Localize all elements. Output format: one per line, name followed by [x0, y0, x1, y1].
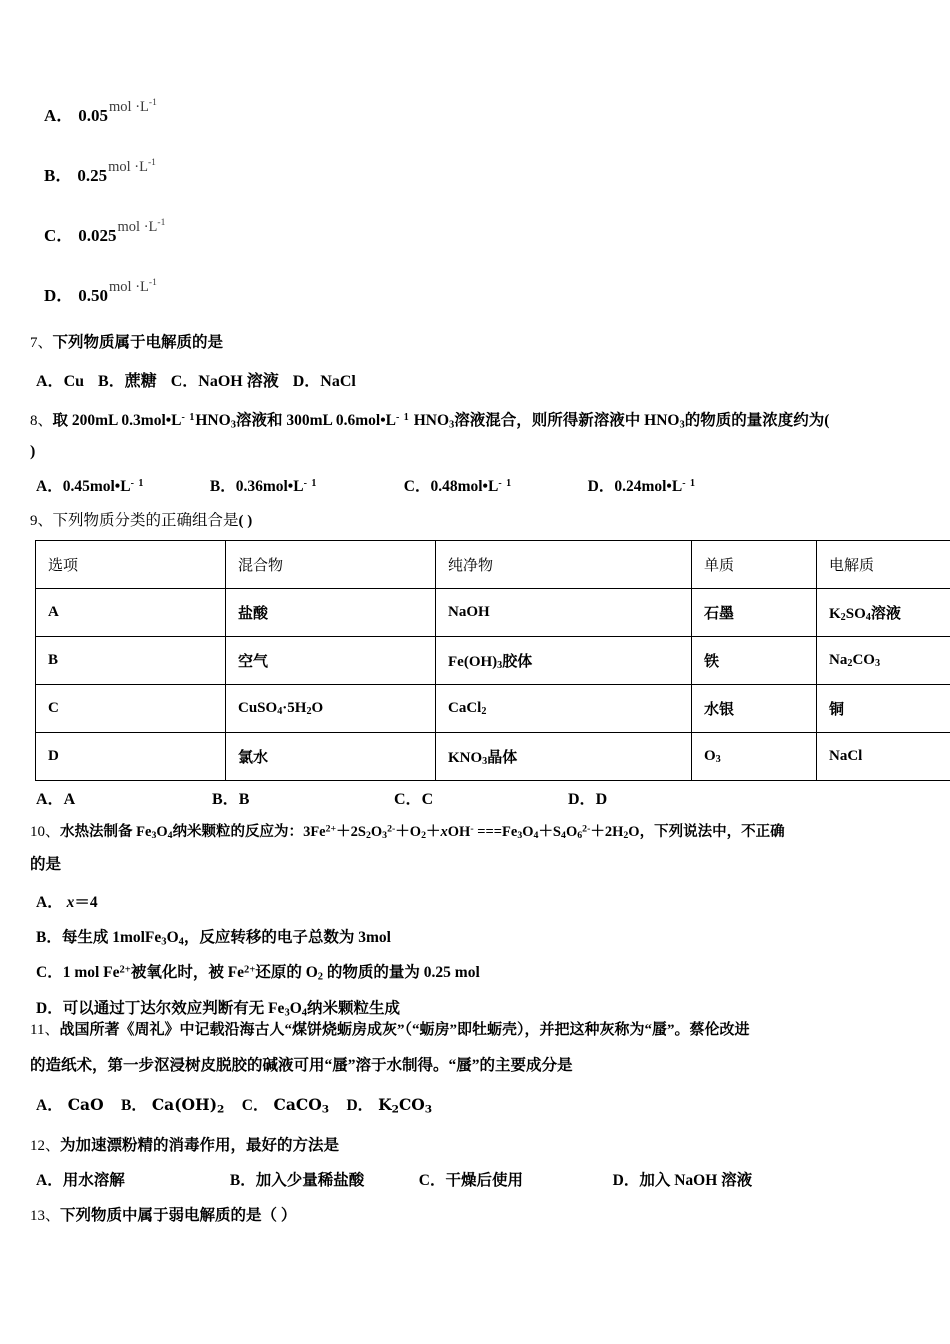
option-item	[44, 98, 157, 126]
option-label: C．	[44, 225, 74, 245]
option-label: B．	[229, 1172, 256, 1189]
question-7-stem	[30, 330, 223, 352]
q8-sup1: - 1	[181, 412, 196, 423]
q8-part6: 的物质的量浓度约为(	[684, 412, 830, 429]
option-unit: mol $\cdot L^{-1}$	[109, 98, 157, 115]
question-8-stem	[30, 408, 829, 430]
cell-element: $O_3$	[692, 733, 817, 781]
cell-element: 铁	[692, 637, 817, 685]
table-row	[36, 685, 950, 733]
option-value: 0.50	[78, 285, 109, 305]
question-text: 下列物质属于电解质的是	[52, 334, 224, 351]
question-number: 13、	[30, 1208, 61, 1224]
classification-table	[35, 540, 950, 781]
option-text: 加入 NaOH 溶液	[639, 1172, 753, 1189]
q8-part2: HNO	[195, 412, 231, 429]
option-item	[36, 1168, 226, 1190]
option-label: C．	[241, 1097, 269, 1114]
option-value: 0.25	[77, 165, 108, 185]
option-item	[44, 218, 165, 246]
option-item	[568, 791, 607, 808]
question-7-options	[36, 368, 356, 391]
option-text: A	[63, 791, 76, 808]
option-label: A．	[36, 1097, 63, 1114]
option-label: D．	[346, 1097, 374, 1114]
option-item	[419, 1168, 609, 1190]
option-exponent: - 1	[303, 478, 318, 489]
cell-mixture: 空气	[226, 637, 436, 685]
table-header-row	[36, 541, 950, 589]
option-item: A． x＝4	[36, 894, 98, 911]
cell-mixture: 氯水	[226, 733, 436, 781]
cell-option: D	[36, 733, 226, 781]
option-text: Ca(OH)	[151, 1095, 218, 1114]
q8-sup2: - 1	[395, 412, 410, 423]
option-exponent: - 1	[130, 478, 145, 489]
question-13-stem	[30, 1203, 296, 1225]
option-text: 干燥后使用	[445, 1172, 523, 1189]
cell-mixture: 盐酸	[226, 589, 436, 637]
option-item	[394, 786, 564, 809]
option-text: ＝4	[74, 894, 98, 911]
option-value: 0.025	[78, 225, 117, 245]
cell-electrolyte: 铜	[817, 685, 950, 733]
option-unit: mol $\cdot L^{-1}$	[108, 158, 156, 175]
question-text: 为加速漂粉精的消毒作用，最好的方法是	[60, 1137, 340, 1154]
option-item: B．每生成 $1molFe_3O_4$，反应转移的电子总数为 3mol	[36, 929, 391, 948]
option-item	[44, 158, 156, 186]
question-number: 11、	[30, 1022, 60, 1038]
option-value: 0.45mol•L	[62, 478, 131, 495]
question-10-stem-line2: 的是	[30, 856, 62, 873]
option-text: C	[421, 791, 434, 808]
unit-exponent: -1	[147, 158, 156, 168]
header-cell-electrolyte: 电解质	[817, 541, 950, 589]
option-item	[36, 474, 206, 496]
q8-part5: 溶液混合，则所得新溶液中 HNO	[454, 412, 680, 429]
option-text: ，反应转移的电子总数为 3mol	[183, 929, 391, 946]
option-label: B．	[98, 373, 125, 390]
question-8-stem-line2: )	[30, 443, 36, 460]
unit-exponent: -1	[148, 278, 157, 288]
option-label: A．	[36, 373, 64, 390]
option-label: A．	[36, 478, 63, 495]
option-text: 纳米颗粒生成	[307, 1000, 401, 1017]
option-exponent: - 1	[682, 478, 697, 489]
q10-part4: ，下列说法中，不正确	[639, 824, 785, 840]
option-value: 0.24mol•L	[614, 478, 683, 495]
option-text: NaCl	[320, 373, 356, 390]
option-text: CaCO	[273, 1095, 322, 1114]
cell-pure: $Fe(OH)_3$胶体	[436, 637, 692, 685]
question-9-options	[36, 786, 607, 809]
answer-blank: （ ）	[261, 1207, 297, 1224]
option-item: C．1 mol $Fe^{2+}$被氧化时，被 $Fe^{2+}$还原的 $O_2$ 的物质的量为 0.25 mol	[36, 964, 480, 983]
q8-sub2: 3	[230, 419, 236, 431]
question-8-options	[36, 474, 696, 496]
option-text: CaO	[67, 1095, 104, 1114]
q8-part1: 取 200mL 0.3mol•L	[52, 412, 182, 429]
option-text: D	[595, 791, 608, 808]
option-text: 加入少量稀盐酸	[255, 1172, 365, 1189]
option-item	[230, 1168, 415, 1190]
cell-pure: $KNO_3$晶体	[436, 733, 692, 781]
option-label: B．	[44, 165, 73, 185]
option-item	[36, 786, 208, 809]
option-text: 蔗糖	[124, 373, 157, 390]
chemical-equation: $3Fe^{2+}+2S_2O_3^{2-}+O_2+xOH^- ===Fe_3O_4+S_4O_6^{2-}+2H_2O$	[303, 823, 640, 842]
cell-option: B	[36, 637, 226, 685]
option-item	[212, 786, 390, 809]
question-number: 12、	[30, 1138, 61, 1154]
q8-sub4: 3	[679, 419, 685, 431]
option-value: 0.36mol•L	[235, 478, 304, 495]
question-10-stem: 10、水热法制备 $Fe_3O_4$纳米颗粒的反应为：$3Fe^{2+}+2S_2O_3^{2-}+O_2+xOH^- ===Fe_3O_4+S_4O_6^{2-}+2H_2O$，下列说法中，不正确	[30, 823, 785, 842]
cell-option: C	[36, 685, 226, 733]
answer-blank: ( )	[238, 513, 253, 529]
option-label: B．	[212, 791, 239, 808]
unit-exponent: -1	[148, 98, 157, 108]
option-label: C．	[394, 791, 422, 808]
option-label: D．	[612, 1172, 640, 1189]
option-label: C．	[170, 373, 199, 390]
option-label: B．	[36, 929, 62, 946]
question-number: 9、	[30, 513, 53, 529]
option-label: C．	[36, 964, 63, 981]
header-cell-option: 选项	[36, 541, 226, 589]
option-label: A．	[36, 894, 63, 911]
cell-electrolyte: $K_2SO_4$溶液	[817, 589, 950, 637]
cell-electrolyte: NaCl	[817, 733, 950, 781]
header-cell-mixture: 混合物	[226, 541, 436, 589]
option-item	[44, 278, 157, 306]
unit-exponent: -1	[157, 218, 166, 228]
q10-part1: 水热法制备 Fe	[60, 824, 152, 840]
question-12-options	[36, 1168, 752, 1190]
table-row	[36, 733, 950, 781]
option-label: A．	[36, 791, 64, 808]
option-text: NaOH 溶液	[198, 373, 279, 390]
cell-mixture: $CuSO_4\cdot 5H_2O$	[226, 685, 436, 733]
question-number: 10、	[30, 824, 61, 840]
option-label: D．	[36, 1000, 63, 1017]
option-unit: mol $\cdot L^{-1}$	[109, 278, 157, 295]
option-label: D．	[292, 373, 321, 390]
question-text: 下列物质中属于弱电解质的是	[60, 1207, 262, 1224]
cell-pure: NaOH	[436, 589, 692, 637]
option-label: D．	[587, 478, 615, 495]
option-label: D．	[568, 791, 596, 808]
q8-part4: HNO	[409, 412, 449, 429]
header-cell-pure: 纯净物	[436, 541, 692, 589]
option-label: A．	[36, 1172, 63, 1189]
cell-pure: CaCl$_2$	[436, 685, 692, 733]
question-9-stem	[30, 508, 252, 530]
question-11-stem-line2: 的造纸术，第一步沤浸树皮脱胶的碱液可用“蜃”溶于水制得。“蜃”的主要成分是	[30, 1057, 573, 1074]
question-number: 7、	[30, 335, 53, 351]
option-item: D．可以通过丁达尔效应判断有无 $Fe_3O_4$纳米颗粒生成	[36, 1000, 401, 1019]
option-unit: mol $\cdot L^{-1}$	[117, 218, 166, 235]
table-row	[36, 589, 950, 637]
option-label: A．	[44, 105, 74, 125]
option-exponent: - 1	[498, 478, 513, 489]
option-item	[210, 474, 400, 496]
cell-element: 石墨	[692, 589, 817, 637]
option-item	[404, 474, 584, 496]
question-12-stem	[30, 1133, 339, 1155]
question-number: 8、	[30, 413, 53, 429]
cell-electrolyte: $Na_2CO_3$	[817, 637, 950, 685]
option-label: B．	[209, 478, 236, 495]
cell-element: 水银	[692, 685, 817, 733]
q8-sub3: 3	[449, 419, 455, 431]
question-text: 下列物质分类的正确组合是	[52, 512, 239, 529]
option-text: K	[378, 1095, 392, 1114]
question-text: 战国所著《周礼》中记载沿海古人“煤饼烧蛎房成灰”（“蛎房”即牡蛎壳），并把这种灰称为“蜃”。蔡伦改进	[59, 1022, 750, 1038]
option-item	[613, 1172, 753, 1189]
option-label: C．	[418, 1172, 446, 1189]
option-text: B	[238, 791, 250, 808]
header-cell-element: 单质	[692, 541, 817, 589]
option-label: B．	[121, 1097, 147, 1114]
option-label: C．	[403, 478, 431, 495]
option-label: D．	[44, 285, 74, 305]
q8-part3: 溶液和 300mL 0.6mol•L	[235, 412, 396, 429]
table-row	[36, 637, 950, 685]
option-text: Cu	[63, 373, 85, 390]
cell-option: A	[36, 589, 226, 637]
option-item	[588, 474, 696, 496]
option-value: 0.48mol•L	[430, 478, 499, 495]
question-11-options: A． CaO B． $Ca(OH)_2$ C． CaCO$_3$ D． $K_2CO_3$	[36, 1095, 433, 1116]
option-value: 0.05	[78, 105, 109, 125]
option-text: 用水溶解	[62, 1172, 125, 1189]
question-11-stem-line1	[30, 1018, 749, 1039]
